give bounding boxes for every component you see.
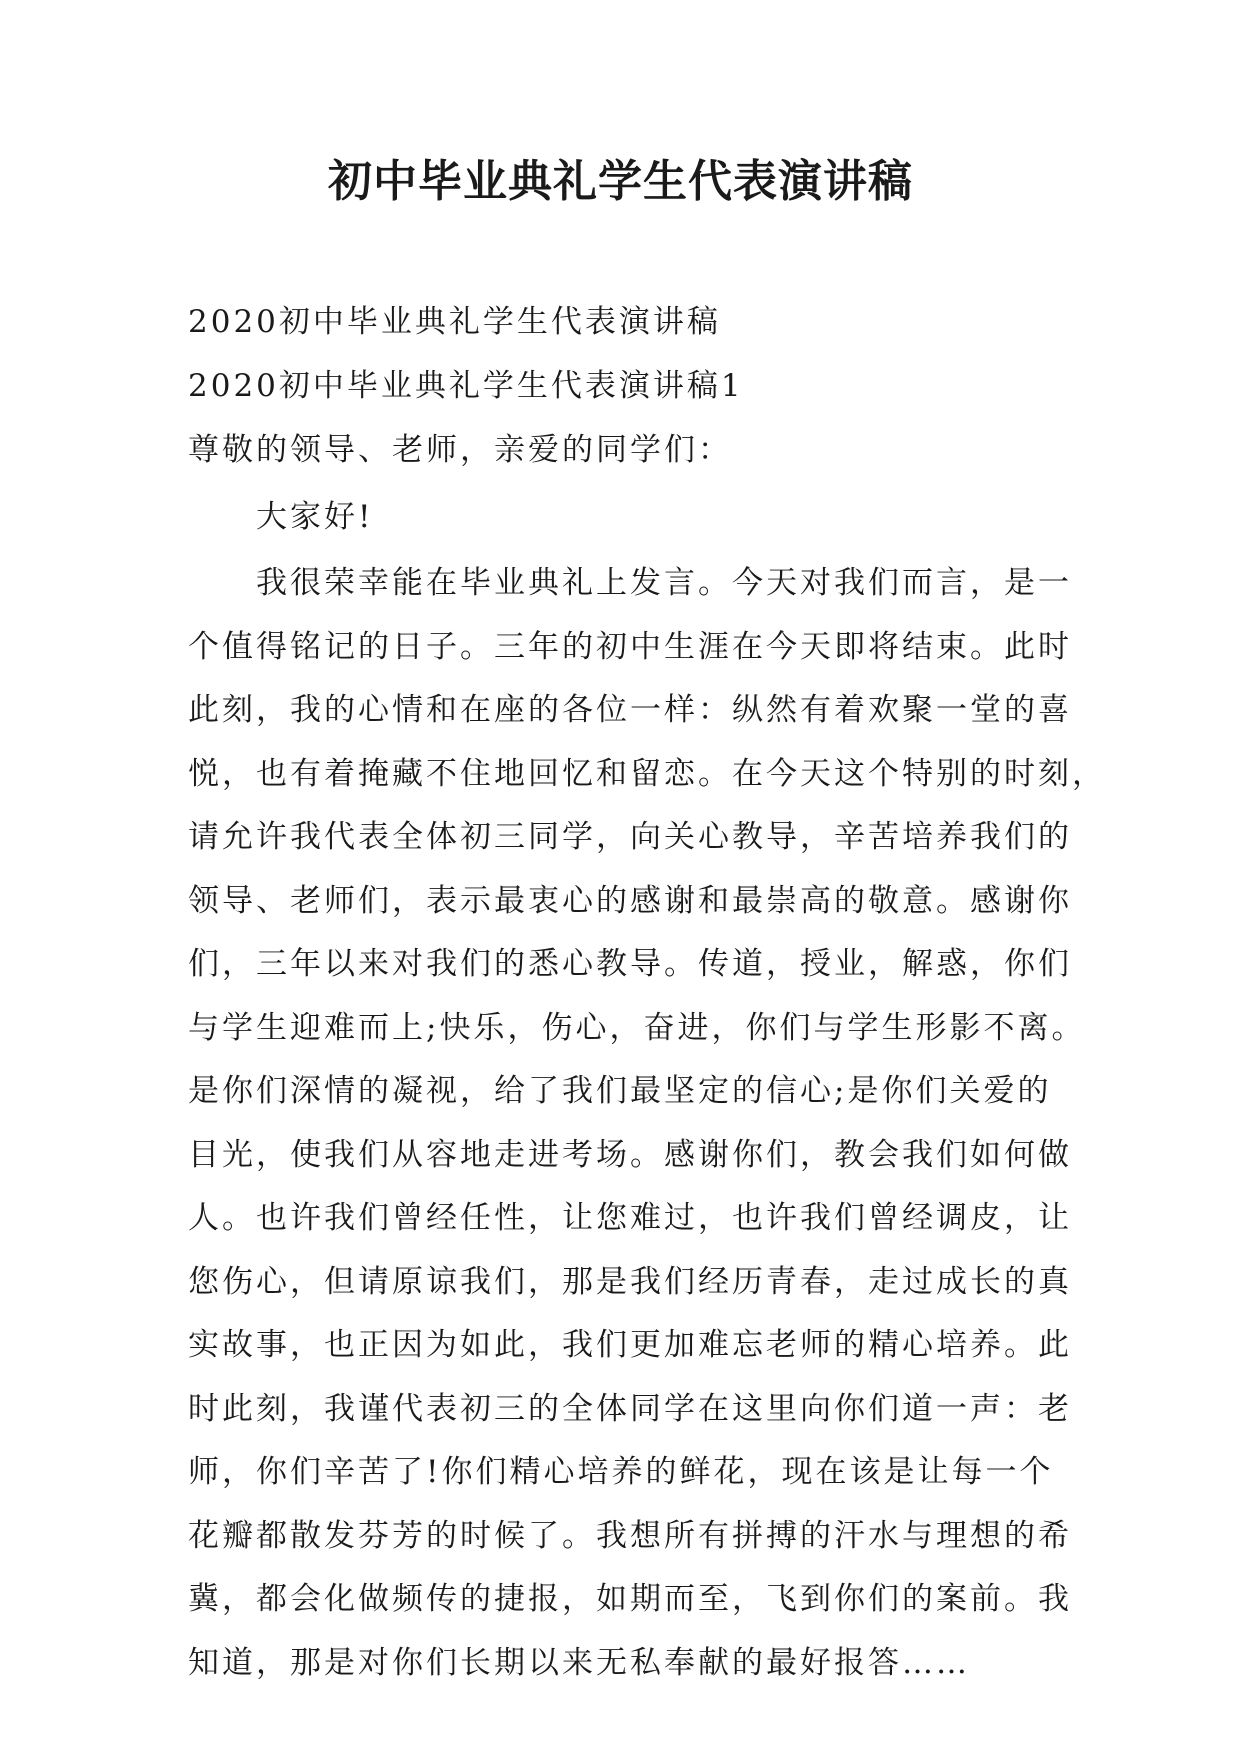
paragraph-line: 领导、老师们，表示最衷心的感谢和最崇高的敬意。感谢你 — [188, 882, 1072, 919]
paragraph-line: 师，你们辛苦了!你们精心培养的鲜花，现在该是让每一个 — [188, 1454, 1054, 1490]
paragraph-line: 们，三年以来对我们的悉心教导。传道，授业，解惑，你们 — [188, 946, 1072, 982]
paragraph-line: 请允许我代表全体初三同学，向关心教导，辛苦培养我们的 — [188, 819, 1072, 855]
paragraph-line: 花瓣都散发芬芳的时候了。我想所有拼搏的汗水与理想的希 — [188, 1517, 1072, 1554]
paragraph-line: 是你们深情的凝视，给了我们最坚定的信心;是你们关爱的 — [188, 1073, 1052, 1109]
paragraph-line: 个值得铭记的日子。三年的初中生涯在今天即将结束。此时 — [188, 628, 1072, 665]
paragraph-line: 此刻，我的心情和在座的各位一样：纵然有着欢聚一堂的喜 — [188, 692, 1072, 728]
paragraph-line: 您伤心，但请原谅我们，那是我们经历青春，走过成长的真 — [188, 1263, 1072, 1300]
paragraph-line: 悦，也有着掩藏不住地回忆和留恋。在今天这个特别的时刻， — [188, 755, 1106, 792]
paragraph-line: 时此刻，我谨代表初三的全体同学在这里向你们道一声：老 — [188, 1390, 1072, 1427]
paragraph-line: 实故事，也正因为如此，我们更加难忘老师的精心培养。此 — [188, 1327, 1072, 1363]
paragraph-line: 目光，使我们从容地走进考场。感谢你们，教会我们如何做 — [188, 1136, 1072, 1173]
paragraph-line: 人。也许我们曾经任性，让您难过，也许我们曾经调皮，让 — [188, 1200, 1072, 1236]
paragraph-line: 与学生迎难而上;快乐，伤心，奋进，你们与学生形影不离。 — [188, 1009, 1086, 1046]
paragraph-line: 冀，都会化做频传的捷报，如期而至，飞到你们的案前。我 — [188, 1581, 1072, 1617]
section-heading: 2020初中毕业典礼学生代表演讲稿1 — [188, 368, 744, 404]
document-body — [188, 290, 1106, 1695]
salutation: 尊敬的领导、老师，亲爱的同学们： — [188, 432, 732, 468]
greeting: 大家好! — [256, 499, 374, 535]
document-title: 初中毕业典礼学生代表演讲稿 — [328, 156, 913, 207]
speech-paragraph — [188, 552, 1106, 1695]
paragraph-line: 知道，那是对你们长期以来无私奉献的最好报答…… — [188, 1644, 970, 1681]
paragraph-line: 我很荣幸能在毕业典礼上发言。今天对我们而言，是一 — [256, 565, 1072, 601]
subtitle-line: 2020初中毕业典礼学生代表演讲稿 — [188, 304, 721, 340]
